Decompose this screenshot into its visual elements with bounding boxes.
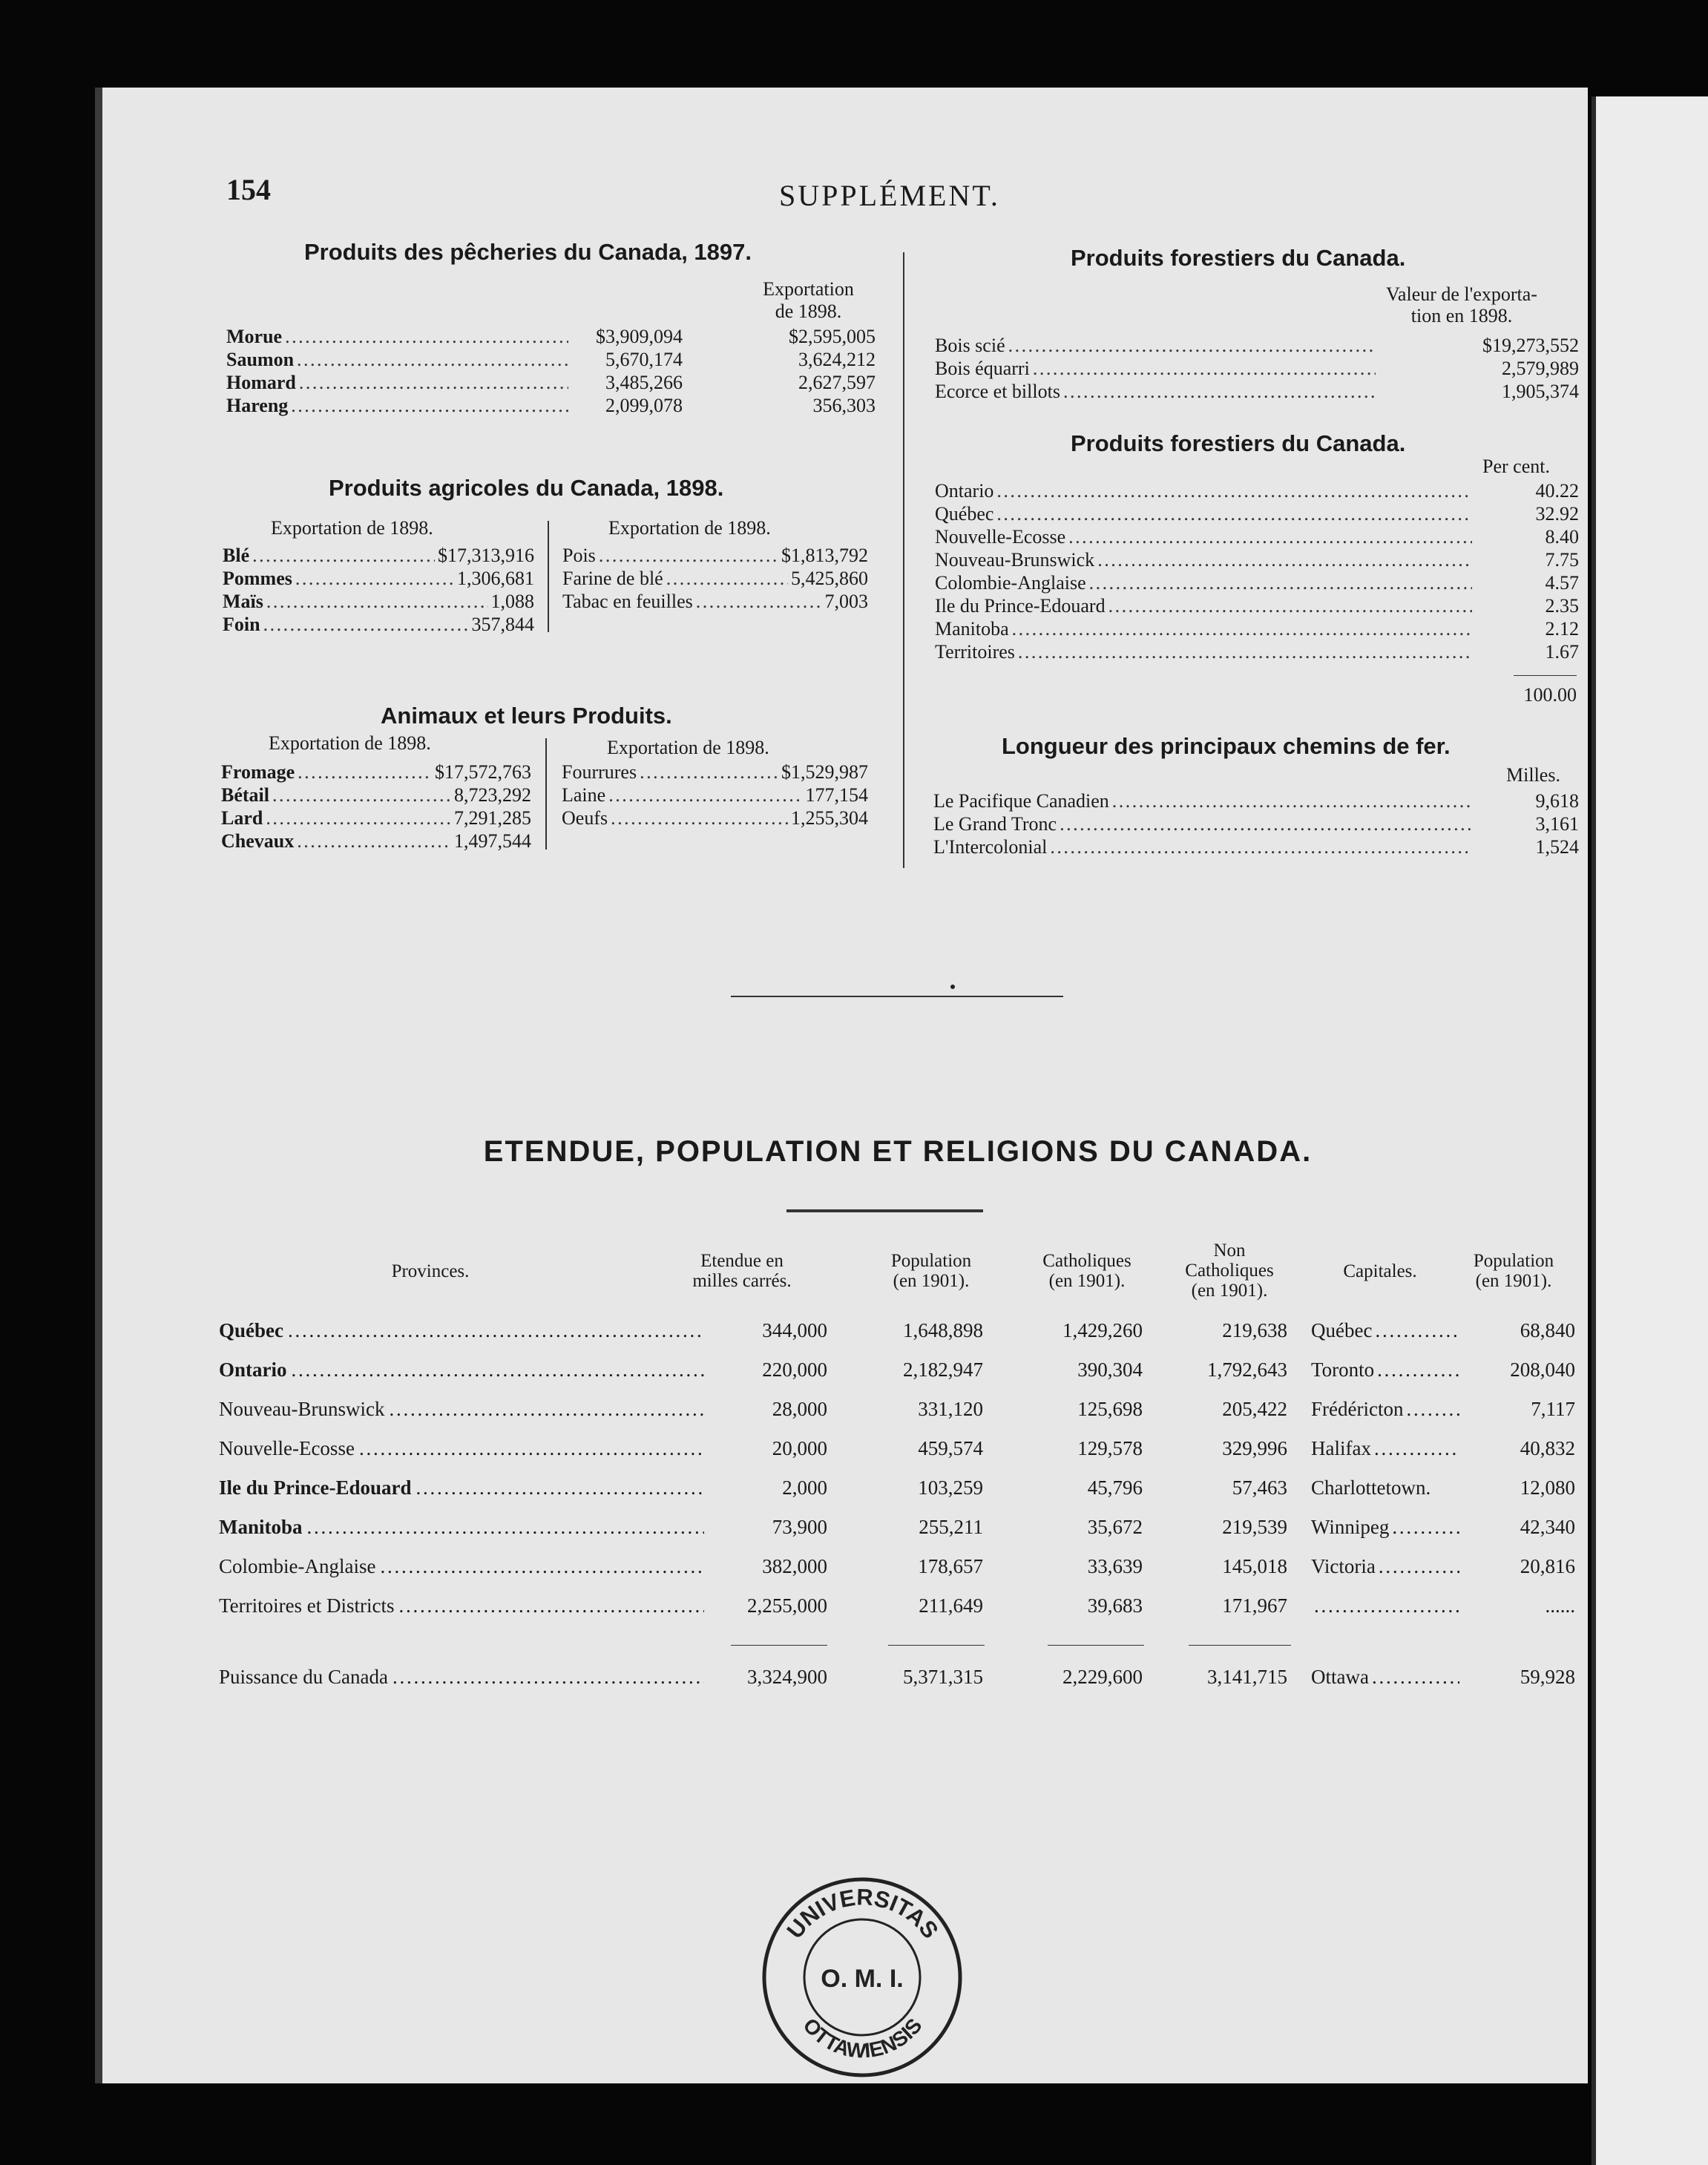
agriculture-right-table [562,544,868,613]
header-population-line1: Population [890,1251,972,1271]
row-value: 40.22 [1535,480,1579,502]
capital-name: Halifax [1311,1437,1371,1459]
row-label: Hareng [226,395,289,416]
leader-dots [1314,1594,1459,1617]
area-value: 3,324,900 [747,1666,827,1688]
leader-dots [295,567,454,590]
table-row [226,348,876,371]
province-name: Nouveau-Brunswick [219,1398,385,1420]
row-label: Farine de blé [562,568,663,589]
row-label: Fromage [221,761,295,783]
table-row [219,1437,1577,1467]
area-value: 2,000 [782,1476,827,1499]
header-area-line1: Etendue en [700,1251,784,1271]
catholics-value: 33,639 [1087,1555,1143,1577]
leader-dots [996,502,1472,525]
leader-dots [1375,1319,1459,1342]
leader-dots [291,394,568,417]
forestry-col-header [1339,283,1584,326]
catholics-value: 45,796 [1087,1476,1143,1499]
table-row [562,567,868,590]
leader-dots [1108,594,1472,617]
table-row [935,334,1579,357]
row-label: Colombie-Anglaise [935,572,1086,594]
railways-col-header: Milles. [1506,764,1560,786]
table-row [223,567,534,590]
header-non-catholics [1140,1241,1318,1301]
title-rule [786,1209,983,1212]
province-name: Territoires et Districts [219,1594,395,1617]
header-capital-population [1447,1251,1580,1291]
row-value: $17,313,916 [438,545,534,566]
agriculture-title: Produits agricoles du Canada, 1898. [329,475,724,501]
row-value: 1,524 [1535,836,1579,858]
row-value: 1,306,681 [457,568,534,589]
leader-dots [392,1666,704,1689]
header-population-line2: (en 1901). [893,1271,970,1291]
non-catholics-value: 1,792,643 [1207,1359,1287,1381]
row-label: Foin [223,614,260,635]
table-row [221,806,531,829]
catholics-value: 1,429,260 [1062,1319,1143,1341]
leader-dots [285,325,568,348]
row-label: Lard [221,807,263,829]
agriculture-left-table [223,544,534,636]
non-catholics-value: 171,967 [1222,1594,1287,1617]
row-value: 7,003 [824,591,868,612]
separator-dot [950,985,955,989]
row-value: $19,273,552 [1482,335,1579,356]
capital-population-value: 12,080 [1520,1476,1575,1499]
row-value: 3,161 [1535,813,1579,835]
fisheries-col-header [743,278,873,323]
table-row [226,325,876,348]
population-value: 1,648,898 [903,1319,983,1341]
total-rule [731,1645,827,1646]
header-non-catholics-line3: (en 1901). [1191,1281,1268,1301]
row-value: 3,485,266 [605,372,683,393]
capital-name: Victoria [1311,1555,1376,1577]
total-rule [1189,1645,1291,1646]
leader-dots [399,1594,704,1617]
leader-dots [696,590,822,613]
header-capital-population-line1: Population [1473,1251,1554,1271]
capital-population-value: ...... [1545,1594,1575,1617]
agriculture-right-header: Exportation de 1898. [608,517,771,539]
row-label: Le Pacifique Canadien [933,790,1109,812]
area-value: 20,000 [772,1437,827,1459]
leader-dots [1406,1398,1459,1421]
leader-dots [1112,789,1472,812]
row-value: 2,099,078 [605,395,683,416]
province-name: Nouvelle-Ecosse [219,1437,355,1459]
province-name: Ontario [219,1359,287,1381]
row-label: Fourrures [562,761,637,783]
population-value: 178,657 [918,1555,983,1577]
row-value: 1,497,544 [454,830,531,852]
animals-divider [545,738,547,850]
row-label: Manitoba [935,618,1009,640]
table-row [935,617,1579,640]
forestry-title: Produits forestiers du Canada. [1071,245,1406,271]
row-label: Tabac en feuilles [562,591,693,612]
leader-dots [1372,1666,1459,1689]
stamp-middle-text: O. M. I. [821,1965,904,1993]
leader-dots [1060,812,1472,835]
table-row [562,760,868,783]
table-row [933,812,1579,835]
table-row [219,1398,1577,1428]
area-value: 28,000 [772,1398,827,1420]
leader-dots [608,783,802,806]
fisheries-table [226,325,876,417]
leader-dots [380,1555,704,1578]
population-value: 255,211 [919,1516,983,1538]
row-value: 1,088 [490,591,534,612]
forestry-pct-title: Produits forestiers du Canada. [1071,430,1406,456]
row-export: 2,627,597 [798,372,876,393]
table-row [219,1359,1577,1388]
row-value: 8,723,292 [454,784,531,806]
leader-dots [1008,334,1376,357]
row-export: 3,624,212 [798,349,876,370]
non-catholics-value: 329,996 [1222,1437,1287,1459]
header-capitals: Capitales. [1343,1261,1417,1281]
province-name: Manitoba [219,1516,303,1538]
leader-dots [1018,640,1472,663]
population-value: 459,574 [918,1437,983,1459]
adjacent-page-edge [1592,96,1708,2165]
row-value: 7,291,285 [454,807,531,829]
railways-table [933,789,1579,858]
capital-population-value: 59,928 [1520,1666,1575,1688]
province-name: Québec [219,1319,283,1341]
row-value: 177,154 [805,784,868,806]
animals-right-table [562,760,868,829]
table-row [223,544,534,567]
leader-dots [611,806,788,829]
section-separator [731,996,1063,997]
header-capital-population-line2: (en 1901). [1475,1271,1552,1291]
population-value: 2,182,947 [903,1359,983,1381]
table-row [219,1476,1577,1506]
leader-dots [307,1516,704,1539]
catholics-value: 39,683 [1087,1594,1143,1617]
row-label: Nouvelle-Ecosse [935,526,1066,548]
row-label: Ontario [935,480,994,502]
row-label: Morue [226,326,283,347]
row-value: 357,844 [471,614,534,635]
row-label: Pois [562,545,596,566]
population-value: 331,120 [918,1398,983,1420]
agriculture-left-header: Exportation de 1898. [271,517,433,539]
row-value: 32.92 [1535,503,1579,525]
leader-dots [1392,1516,1459,1539]
row-label: Oeufs [562,807,608,829]
header-population [842,1251,1020,1291]
forestry-col-header-line2: tion en 1898. [1410,305,1513,326]
leader-dots [359,1437,704,1460]
province-name: Colombie-Anglaise [219,1555,376,1577]
table-row [226,371,876,394]
row-export: 356,303 [812,395,876,416]
row-value: 9,618 [1535,790,1579,812]
leader-dots [416,1476,704,1499]
population-value: 211,649 [919,1594,983,1617]
row-value: $3,909,094 [596,326,683,347]
non-catholics-value: 145,018 [1222,1555,1287,1577]
table-row [221,829,531,852]
capital-population-value: 42,340 [1520,1516,1575,1538]
capital-name: Toronto [1311,1359,1375,1381]
leader-dots [288,1319,704,1342]
header-catholics-line1: Catholiques [1042,1251,1131,1271]
catholics-value: 35,672 [1087,1516,1143,1538]
leader-dots [1097,548,1472,571]
row-value: 2.12 [1545,618,1579,640]
agriculture-divider [548,521,549,632]
table-row [219,1516,1577,1545]
total-rule [888,1645,985,1646]
header-area-line2: milles carrés. [692,1271,792,1291]
total-rule [1514,675,1577,676]
row-label: Le Grand Tronc [933,813,1057,835]
area-value: 344,000 [762,1319,827,1341]
province-name: Puissance du Canada [219,1666,388,1688]
table-row [935,571,1579,594]
row-value: $17,572,763 [435,761,531,783]
total-rule [1048,1645,1144,1646]
area-value: 2,255,000 [747,1594,827,1617]
leader-dots [298,760,432,783]
header-non-catholics-line2: Catholiques [1185,1261,1274,1281]
population-value: 5,371,315 [903,1666,983,1688]
leader-dots [1374,1437,1459,1460]
table-row [935,594,1579,617]
table-row [219,1555,1577,1585]
capital-population-value: 7,117 [1531,1398,1575,1420]
row-value: 8.40 [1545,526,1579,548]
table-row [935,525,1579,548]
railways-title: Longueur des principaux chemins de fer. [1002,733,1451,759]
row-value: 5,670,174 [605,349,683,370]
area-value: 220,000 [762,1359,827,1381]
leader-dots [297,829,451,852]
row-label: Homard [226,372,296,393]
row-label: Ecorce et billots [935,381,1060,402]
table-row [933,789,1579,812]
table-row [562,783,868,806]
leader-dots [389,1398,704,1421]
area-value: 382,000 [762,1555,827,1577]
non-catholics-value: 205,422 [1222,1398,1287,1420]
leader-dots [1033,357,1376,380]
non-catholics-value: 57,463 [1232,1476,1287,1499]
capital-population-value: 68,840 [1520,1319,1575,1341]
forestry-col-header-line1: Valeur de l'exporta- [1386,283,1537,305]
row-value: 1.67 [1545,641,1579,663]
capital-population-value: 208,040 [1510,1359,1575,1381]
row-label: L'Intercolonial [933,836,1048,858]
non-catholics-value: 219,539 [1222,1516,1287,1538]
row-label: Nouveau-Brunswick [935,549,1095,571]
table-row [221,783,531,806]
header-non-catholics-line1: Non [1213,1241,1246,1261]
population-value: 103,259 [918,1476,983,1499]
animals-left-table [221,760,531,852]
leader-dots [1012,617,1472,640]
leader-dots [266,806,451,829]
table-row [935,380,1579,403]
capital-name: Québec [1311,1319,1373,1341]
row-label: Bétail [221,784,269,806]
capital-population-value: 40,832 [1520,1437,1575,1459]
capital-name: Winnipeg [1311,1516,1390,1538]
row-value: 2,579,989 [1502,358,1579,379]
fisheries-title: Produits des pêcheries du Canada, 1897. [304,239,752,265]
table-row [935,479,1579,502]
table-row [226,394,876,417]
header-catholics-line2: (en 1901). [1048,1271,1126,1291]
row-label: Laine [562,784,606,806]
header-area [653,1251,831,1291]
leader-dots [263,613,469,636]
row-value: 1,255,304 [791,807,868,829]
row-label: Pommes [223,568,292,589]
stamp-bottom-textpath: OTTAWIENSIS [798,2014,927,2063]
catholics-value: 125,698 [1077,1398,1143,1420]
row-value: 2.35 [1545,595,1579,617]
leader-dots [1050,835,1472,858]
leader-dots [1377,1359,1459,1382]
total-row [219,1666,1577,1695]
catholics-value: 390,304 [1077,1359,1143,1381]
table-row [935,357,1579,380]
row-value: $1,529,987 [781,761,868,783]
non-catholics-value: 219,638 [1222,1319,1287,1341]
stamp-bottom-text [798,2014,926,2063]
leader-dots [1063,380,1376,403]
forestry-pct-table [935,479,1579,663]
row-label: Québec [935,503,994,525]
row-value: 4.57 [1545,572,1579,594]
table-row [562,590,868,613]
row-label: Ile du Prince-Edouard [935,595,1106,617]
table-row [223,590,534,613]
row-value: 7.75 [1545,549,1579,571]
page-number: 154 [226,173,271,206]
running-head: SUPPLÉMENT. [779,179,1000,212]
catholics-value: 2,229,600 [1062,1666,1143,1688]
capital-population-value: 20,816 [1520,1555,1575,1577]
table-row [219,1594,1577,1624]
table-row [562,806,868,829]
capital-name: Ottawa [1311,1666,1369,1688]
animals-title: Animaux et leurs Produits. [381,703,672,729]
fisheries-col-header-line1: Exportation [763,278,854,300]
table-row [933,835,1579,858]
table-row [223,613,534,636]
leader-dots [1068,525,1472,548]
stamp-top-text [781,1884,943,1943]
leader-dots [640,760,778,783]
leader-dots [1379,1555,1459,1578]
capital-name: Charlottetown. [1311,1476,1431,1499]
row-label: Territoires [935,641,1015,663]
leader-dots [297,348,568,371]
row-label: Chevaux [221,830,295,852]
row-label: Blé [223,545,250,566]
capital-name: Frédéricton [1311,1398,1404,1420]
non-catholics-value: 3,141,715 [1207,1666,1287,1688]
leader-dots [266,590,488,613]
forestry-pct-total: 100.00 [1523,684,1577,706]
table-row [935,548,1579,571]
leader-dots [1089,571,1472,594]
leader-dots [252,544,435,567]
leader-dots [272,783,451,806]
table-row [219,1319,1577,1349]
catholics-value: 129,578 [1077,1437,1143,1459]
row-label: Maïs [223,591,263,612]
row-label: Bois équarri [935,358,1030,379]
column-divider [903,252,904,868]
table-row [935,502,1579,525]
row-value: 1,905,374 [1502,381,1579,402]
fisheries-col-header-line2: de 1898. [775,300,842,322]
row-label: Saumon [226,349,295,370]
leader-dots [299,371,568,394]
stamp-top-textpath: UNIVERSITAS [781,1884,944,1944]
leader-dots [666,567,788,590]
leader-dots [996,479,1472,502]
forestry-table [935,334,1579,403]
animals-right-header: Exportation de 1898. [607,737,769,758]
row-label: Bois scié [935,335,1005,356]
province-name: Ile du Prince-Edouard [219,1476,412,1499]
forestry-pct-col-header: Per cent. [1482,456,1550,477]
population-title: ETENDUE, POPULATION ET RELIGIONS DU CANADA. [483,1135,1313,1168]
animals-left-header: Exportation de 1898. [269,732,431,754]
table-row [562,544,868,567]
table-row [935,640,1579,663]
row-value: $1,813,792 [781,545,868,566]
row-export: $2,595,005 [789,326,876,347]
header-provinces: Provinces. [391,1261,470,1281]
row-value: 5,425,860 [791,568,868,589]
library-stamp [757,1870,968,2081]
leader-dots [292,1359,705,1382]
table-row [221,760,531,783]
area-value: 73,900 [772,1516,827,1538]
leader-dots [599,544,778,567]
